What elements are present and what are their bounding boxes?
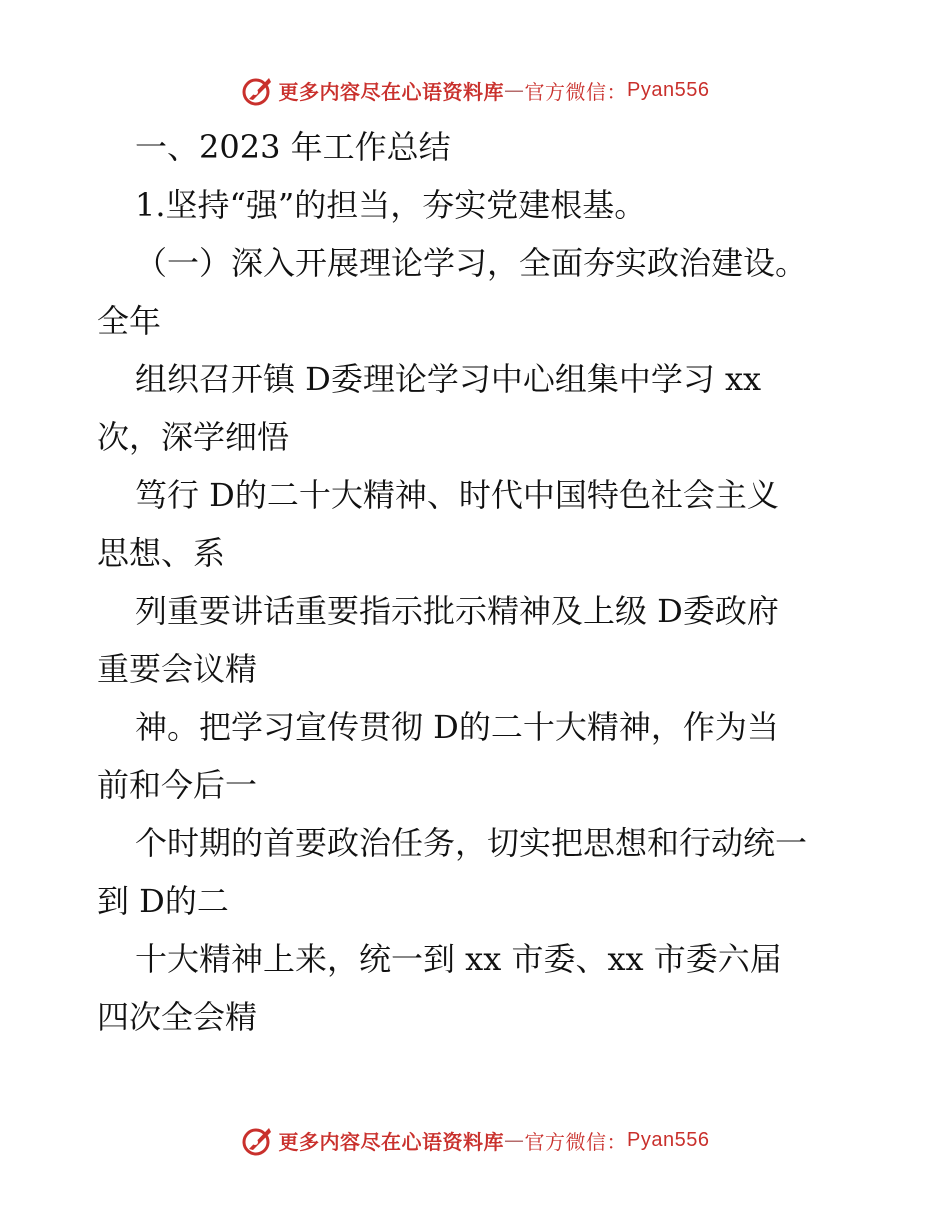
paragraph-line: 组织召开镇 D委理论学习中心组集中学习 xx: [135, 360, 762, 398]
paragraph-line: 笃行 D的二十大精神、时代中国特色社会主义: [135, 476, 779, 514]
banner-wechat-label: 官方微信：: [524, 1129, 628, 1154]
paragraph-line: 思想、系: [97, 534, 226, 572]
footer-banner: [0, 1120, 950, 1160]
paragraph-line: 次，深学细悟: [97, 418, 290, 456]
paragraph-line: 十大精神上来，统一到 xx 市委、xx 市委六届: [135, 940, 782, 978]
banner-contact: Pyan556: [627, 1128, 710, 1151]
paragraph-line: 前和今后一: [97, 766, 258, 804]
paragraph-line: 全年: [97, 302, 162, 340]
banner-separator: —: [504, 1128, 525, 1152]
banner-contact: Pyan556: [627, 78, 710, 101]
banner-wechat-label: 官方微信：: [524, 79, 628, 104]
section-heading: 一、2023 年工作总结: [135, 128, 451, 166]
paragraph-line: （一）深入开展理论学习，全面夯实政治建设。: [135, 244, 808, 282]
banner-brand: 更多内容尽在心语资料库: [278, 1129, 505, 1154]
banner-separator: —: [504, 78, 525, 102]
paragraph-line: 列重要讲话重要指示批示精神及上级 D委政府: [135, 592, 779, 630]
paragraph-line: 重要会议精: [97, 650, 258, 688]
paragraph-line: 四次全会精: [97, 998, 258, 1036]
paragraph-line: 到 D的二: [97, 882, 229, 920]
header-banner: [0, 70, 950, 110]
quill-logo-icon: [241, 73, 275, 107]
paragraph-line: 神。把学习宣传贯彻 D的二十大精神，作为当: [135, 708, 779, 746]
quill-logo-icon: [241, 1123, 275, 1157]
banner-brand: 更多内容尽在心语资料库: [278, 79, 505, 104]
subsection-heading: 1.坚持“强”的担当，夯实党建根基。: [135, 186, 647, 224]
paragraph-line: 个时期的首要政治任务，切实把思想和行动统一: [135, 824, 808, 862]
document-body: [97, 118, 857, 1046]
